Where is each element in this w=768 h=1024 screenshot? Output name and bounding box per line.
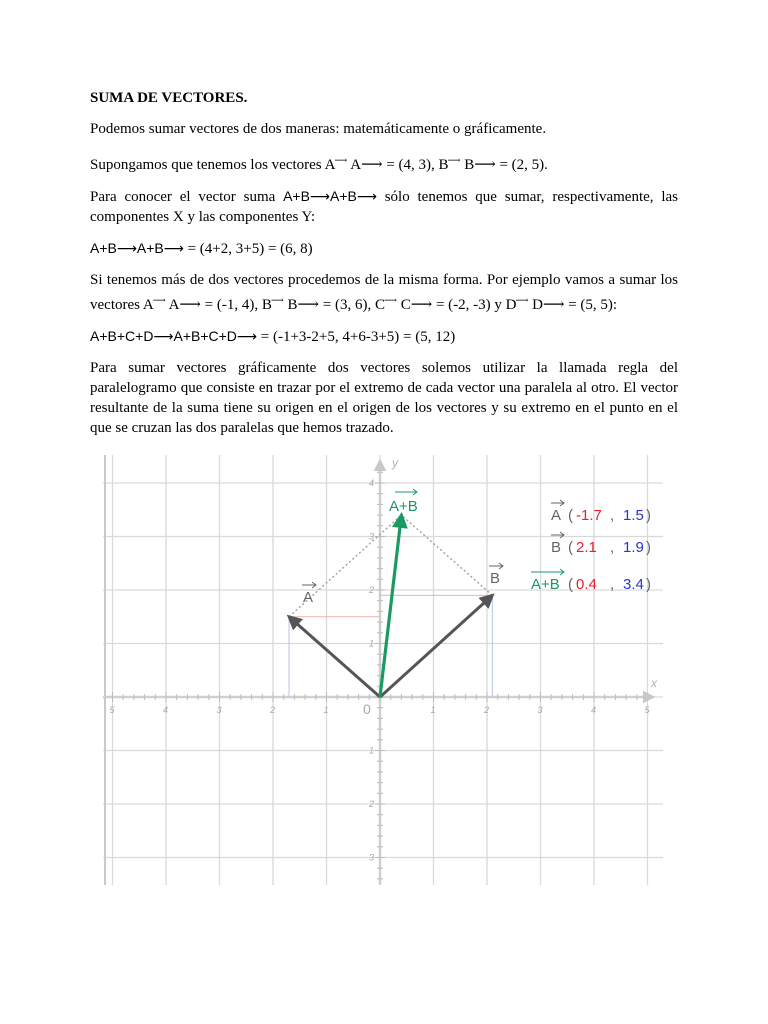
document-body: [90, 88, 678, 438]
legend-close-paren: ): [646, 576, 651, 593]
paragraph-sum-method: Para conocer el vector suma A+B⟶A+B⟶ sólo tenemos que sumar, respectivamente, las componentes X y las componentes Y:: [90, 188, 678, 225]
vector-arrow-icon: ⟶: [334, 155, 348, 165]
legend-vector-name: A+B: [531, 576, 560, 593]
vector-b-arrow: [380, 595, 492, 697]
y-tick-label: 1: [369, 638, 375, 649]
vector-arrow-icon: ⟶: [515, 295, 529, 305]
legend: [531, 500, 651, 593]
legend-open-paren: (: [568, 576, 573, 593]
legend-x-value: -1.7: [576, 507, 602, 524]
paragraph-sum-result: A+B⟶A+B⟶ = (4+2, 3+5) = (6, 8): [90, 240, 313, 257]
link-parallelogram-rule[interactable]: regla del paralelogramo: [90, 360, 678, 396]
y-axis-label: y: [392, 456, 398, 470]
legend-y-value: 1.9: [623, 539, 644, 556]
y-tick-label: 4: [369, 478, 375, 488]
vector-arrow-icon: ⟶: [152, 295, 166, 305]
x-tick-label: 2: [484, 705, 490, 715]
x-tick-label: 1: [430, 705, 436, 715]
vector-sum-diagram: [103, 455, 663, 885]
legend-close-paren: ): [646, 507, 651, 524]
x-tick-label: 4: [591, 705, 597, 715]
x-tick-label: 5: [109, 705, 115, 715]
legend-x-value: 2.1: [576, 539, 597, 556]
legend-x-value: 0.4: [576, 576, 597, 593]
legend-separator: ,: [610, 539, 615, 556]
axes: [103, 461, 653, 885]
vector-sum-label: A+B: [389, 498, 418, 515]
vector-sum-arrow: [380, 515, 401, 697]
paragraph-intro: Podemos sumar vectores de dos maneras: matemáticamente o gráficamente.: [90, 121, 547, 137]
x-axis-label: x: [651, 676, 657, 690]
vector-a-label: A: [303, 589, 314, 606]
paragraph-example-vectors: Supongamos que tenemos los vectores A⟶ A⟶ = (4, 3), B⟶ B⟶ = (2, 5).: [90, 155, 548, 173]
vector-diagram-canvas: [103, 455, 663, 885]
vector-arrow-icon: ⟶: [447, 155, 461, 165]
origin-label: 0: [363, 701, 371, 717]
legend-separator: ,: [610, 576, 615, 593]
legend-y-value: 3.4: [623, 576, 644, 593]
formula-sum: A+B⟶A+B⟶: [283, 188, 377, 204]
x-tick-label: 5: [644, 705, 650, 715]
vectors: [289, 515, 492, 697]
x-tick-label: 4: [163, 705, 169, 715]
paragraph-multiple-vectors: Si tenemos más de dos vectores procedemos de la misma forma. Por ejemplo vamos a sumar los vectores A⟶ A⟶ = (-1, 4), B⟶ B⟶ = (3, 6), C⟶ C⟶ = (-2, -3) y D⟶ D⟶ = (5, 5):: [90, 272, 678, 313]
vector-arrow-icon: ⟶: [270, 295, 284, 305]
paragraph-multiple-result: A+B+C+D⟶A+B+C+D⟶ = (-1+3-2+5, 4+6-3+5) = (5, 12): [90, 328, 456, 345]
y-tick-label: 2: [369, 799, 375, 809]
x-tick-label: 3: [216, 705, 222, 715]
vector-b-label: B: [490, 570, 501, 587]
legend-separator: ,: [610, 507, 615, 524]
legend-vector-name: A: [551, 507, 562, 524]
formula-sum: A+B⟶A+B⟶: [90, 240, 184, 256]
vector-labels: [302, 489, 503, 606]
y-tick-label: 2: [369, 585, 375, 595]
legend-open-paren: (: [568, 539, 573, 556]
x-tick-label: 3: [537, 705, 543, 715]
document-title: SUMA DE VECTORES.: [90, 90, 248, 106]
vector-arrow-icon: ⟶: [384, 295, 397, 305]
legend-y-value: 1.5: [623, 507, 644, 524]
formula-multi-sum: A+B+C+D⟶A+B+C+D⟶: [90, 328, 257, 344]
y-tick-label: 3: [369, 852, 375, 863]
x-tick-label: 2: [270, 705, 276, 715]
legend-open-paren: (: [568, 507, 573, 524]
vector-a-arrow: [289, 617, 380, 697]
y-tick-label: 1: [369, 745, 375, 756]
legend-vector-name: B: [551, 539, 562, 556]
y-tick-label: 3: [369, 531, 375, 542]
x-tick-label: 1: [323, 705, 329, 715]
paragraph-graphical-method: Para sumar vectores gráficamente dos vectores solemos utilizar la llamada regla del paralelogramo que consiste en trazar por el extremo de cada vector una paralela al otro. El vector resultante de la suma tiene su origen en el origen de los vectores y su extremo en el punto en el que se cruzan las dos paralelas que hemos trazado.: [90, 360, 678, 436]
parallel-line-b: [401, 515, 492, 595]
legend-close-paren: ): [646, 539, 651, 556]
